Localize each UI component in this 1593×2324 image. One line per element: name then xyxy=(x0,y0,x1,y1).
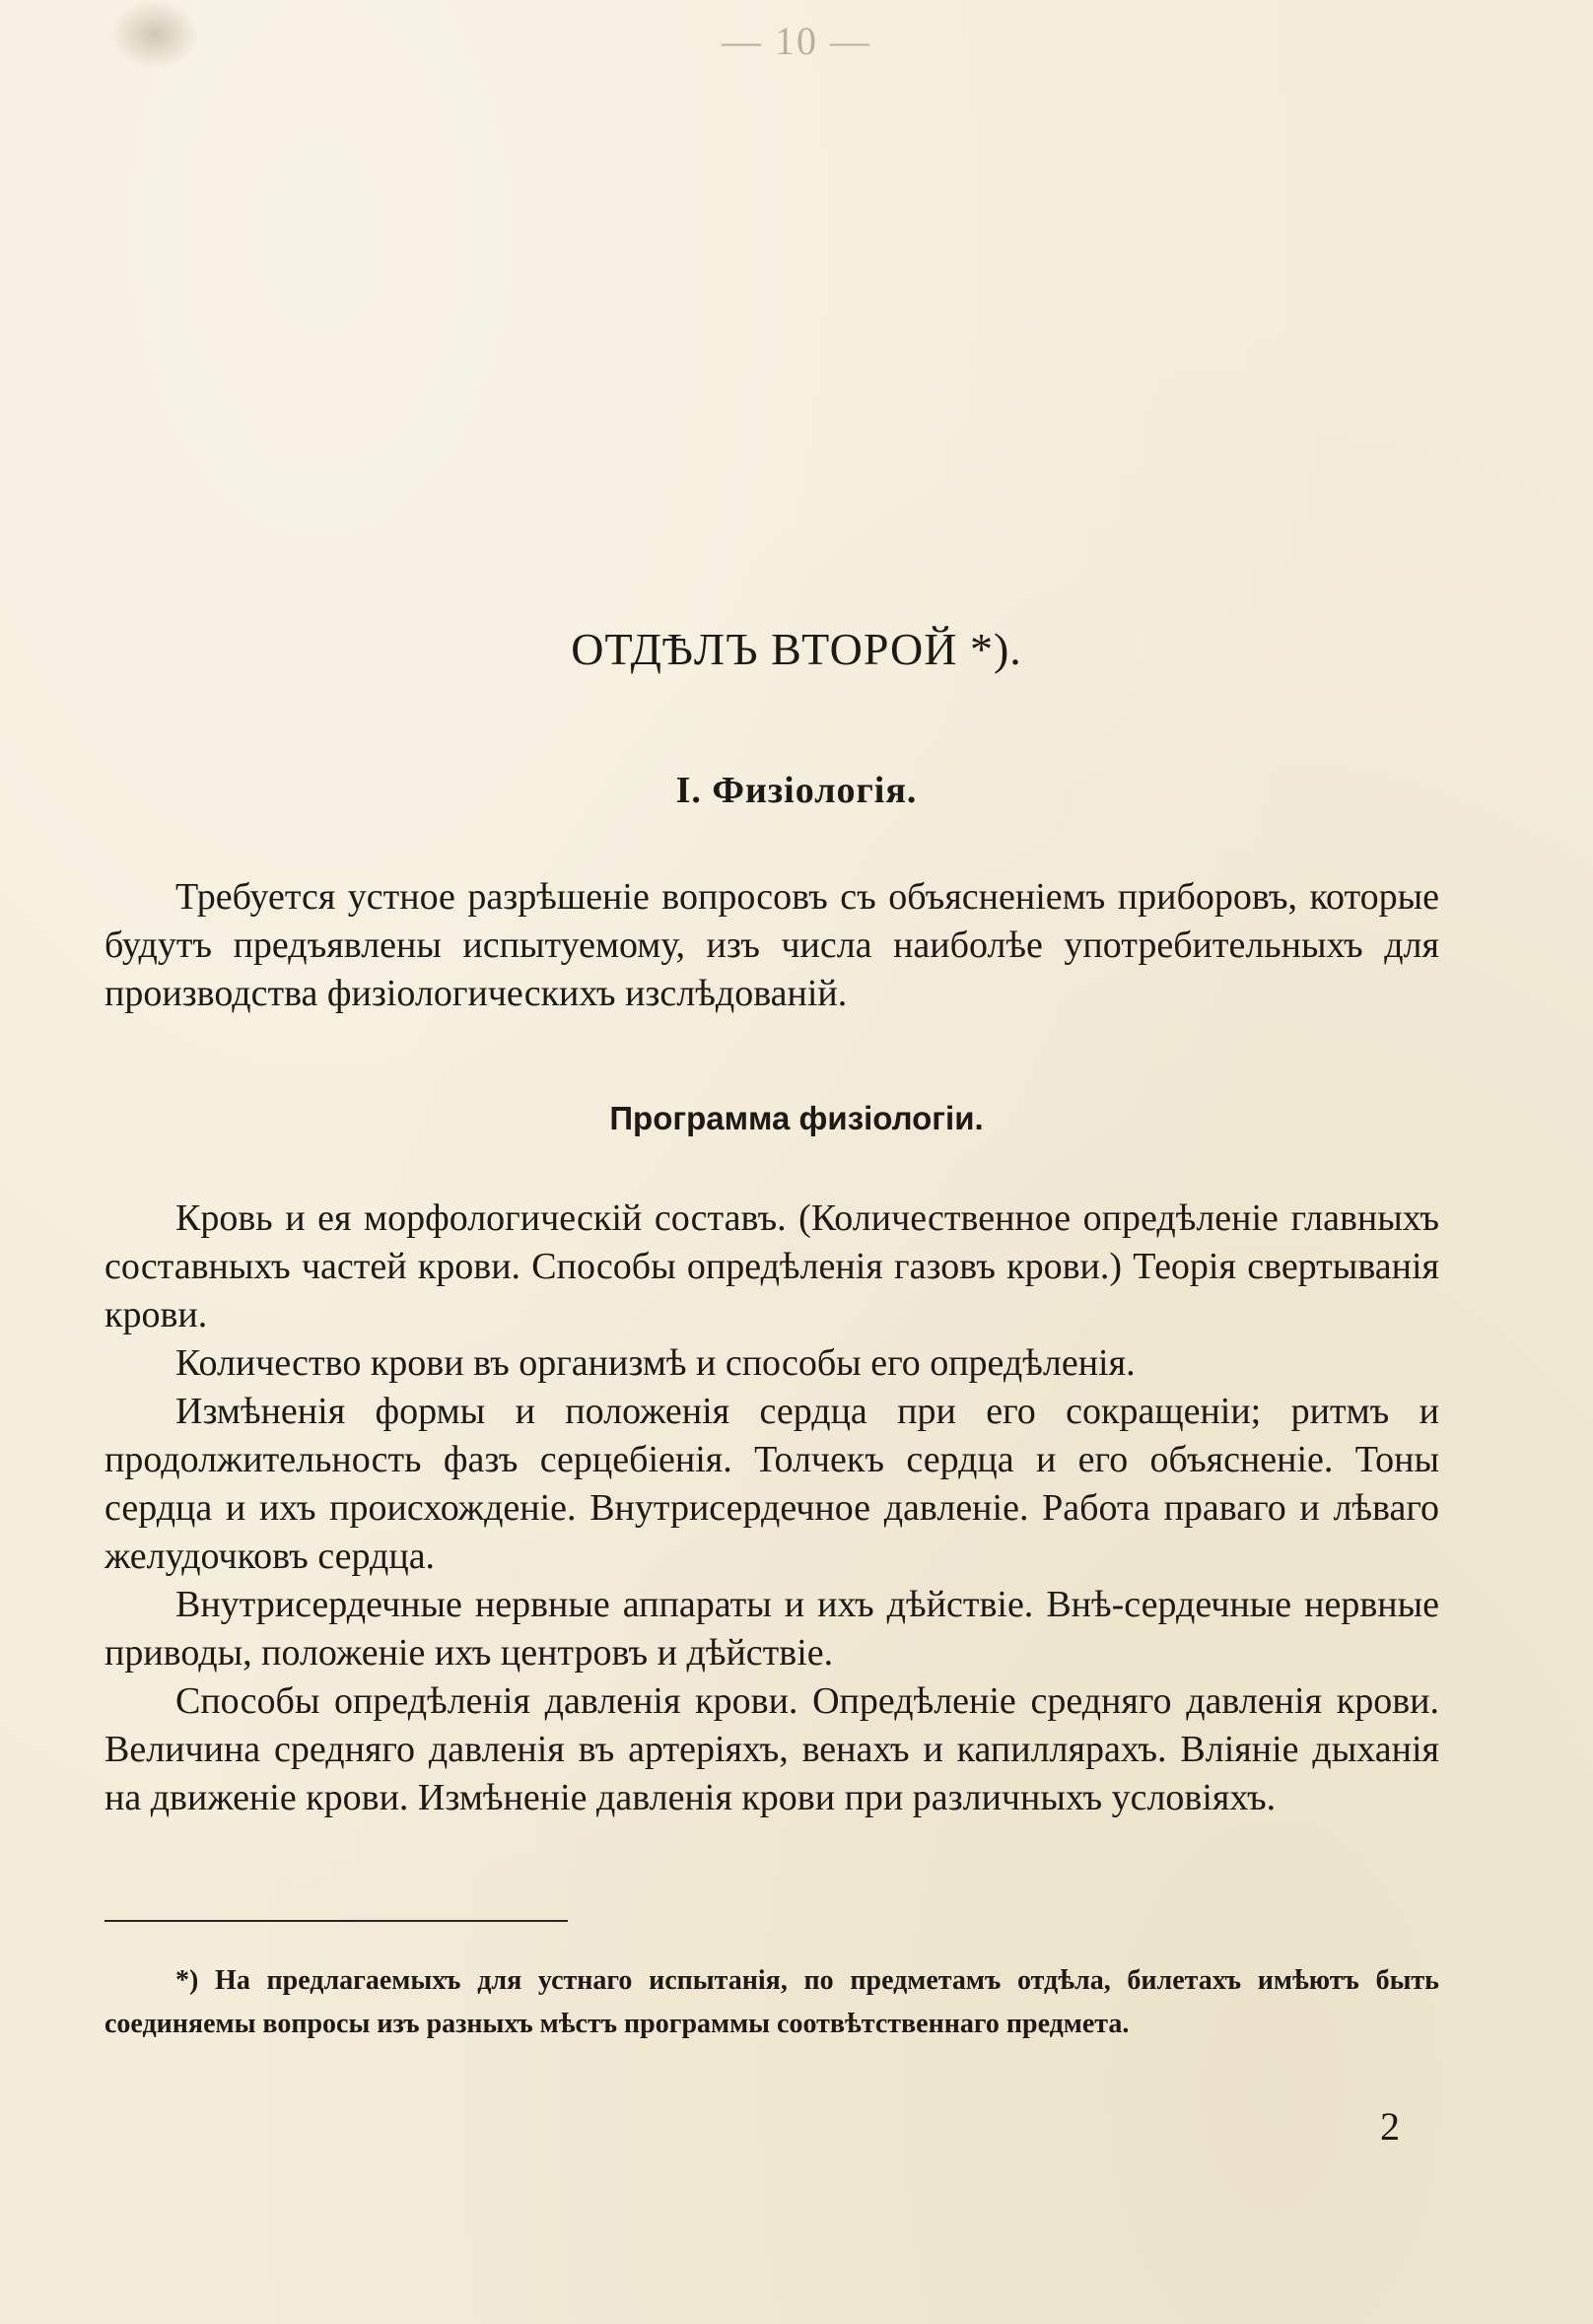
program-body xyxy=(104,1195,1439,1822)
page-number: 2 xyxy=(1380,2104,1400,2149)
program-paragraph-blood-quantity: Количество крови въ организмѣ и способы его опредѣленія. xyxy=(175,1342,1136,1384)
program-paragraph-blood: Кровь и ея морфологическій составъ. (Количественное опредѣленіе главныхъ составныхъ частей крови. Способы опредѣленія газовъ крови.) Теорія свертыванія крови. xyxy=(104,1197,1439,1335)
program-paragraph-pressure: Способы опредѣленія давленія крови. Опредѣленіе средняго давленія крови. Величина средняго давленія въ артеріяхъ, венахъ и капиллярахъ. Вліяніе дыханія на движеніе крови. Измѣненіе давленія крови при различныхъ условіяхъ. xyxy=(104,1680,1439,1818)
program-paragraph-heart: Измѣненія формы и положенія сердца при его сокращеніи; ритмъ и продолжительность фазъ серцебіенія. Толчекъ сердца и его объясненіе. Тоны сердца и ихъ происхожденіе. Внутрисердечное давленіе. Работа праваго и лѣваго желудочковъ сердца. xyxy=(104,1391,1439,1577)
program-title: Программа физіологіи. xyxy=(609,1100,984,1136)
intro-paragraph: Требуется устное разрѣшеніе вопросовъ съ объясненіемъ приборовъ, которые будутъ предъявлены испытуемому, изъ числа наиболѣе употребительныхъ для производства физіологическихъ изслѣдованій. xyxy=(104,876,1439,1014)
section-title: ОТДѢЛЪ ВТОРОЙ *). xyxy=(571,624,1022,674)
footnote-rule xyxy=(104,1920,568,1922)
subsection-title: I. Физіологія. xyxy=(675,770,918,811)
program-paragraph-nerves: Внутрисердечные нервные аппараты и ихъ дѣйствіе. Внѣ-сердечные нервные приводы, положеніе ихъ центровъ и дѣйствіе. xyxy=(104,1584,1439,1674)
folio-number: — 10 — xyxy=(722,19,871,63)
footnote: *) На предлагаемыхъ для устнаго испытанія, по предметамъ отдѣла, билетахъ имѣютъ быть соединяемы вопросы изъ разныхъ мѣстъ программы соотвѣтственнаго предмета. xyxy=(104,1965,1439,2039)
